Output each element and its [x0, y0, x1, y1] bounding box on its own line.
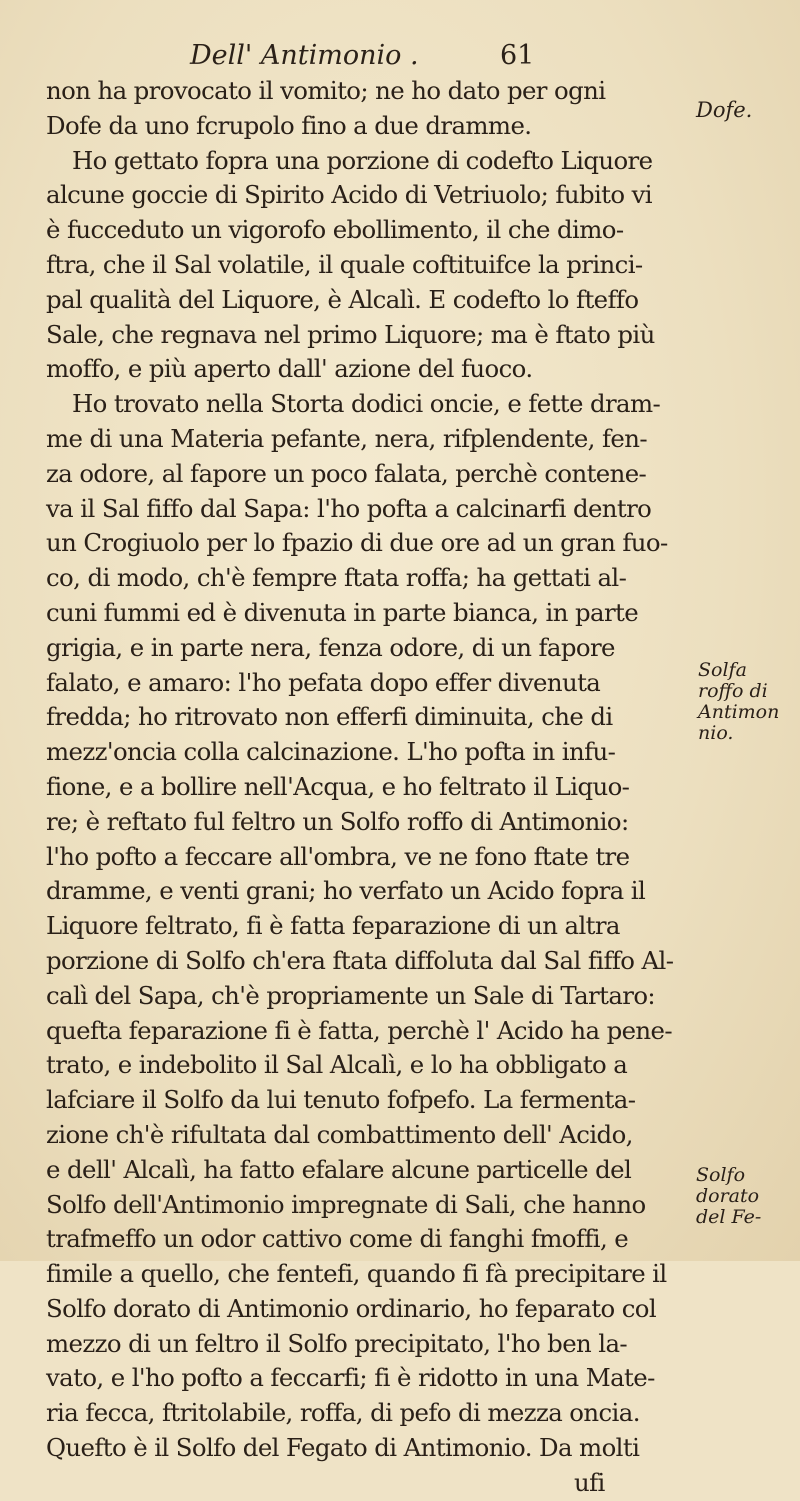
- margin-note-line: nio.: [698, 722, 734, 744]
- margin-note-line: del Fe-: [696, 1206, 762, 1228]
- text-line: zione ch'è rifultata dal combattimento dell' Acido,: [46, 1119, 633, 1149]
- text-line: mezz'oncia colla calcinazione. L'ho pofta in infu-: [46, 737, 616, 767]
- text-line: porzione di Solfo ch'era ftata diffoluta dal Sal fiffo Al-: [46, 945, 674, 975]
- margin-note-line: Antimon: [698, 701, 780, 723]
- text-line: co, di modo, ch'è fempre ftata roffa; ha gettati al-: [46, 563, 627, 593]
- text-line: va il Sal fiffo dal Sapa: l'ho pofta a calcinarfi dentro: [46, 493, 652, 523]
- margin-note-line: Dofe.: [696, 98, 753, 122]
- text-line: mezzo di un feltro il Solfo precipitato, l'ho ben la-: [46, 1328, 628, 1358]
- text-line: Ho trovato nella Storta dodici oncie, e fette dram-: [72, 389, 661, 419]
- running-title: Dell' Antimonio .: [190, 40, 419, 71]
- text-line: cuni fummi ed è divenuta in parte bianca, in parte: [46, 597, 639, 627]
- margin-note-line: dorato: [696, 1185, 760, 1207]
- text-line: trafmeffo un odor cattivo come di fanghi fmoffi, e: [46, 1224, 629, 1254]
- text-line: Solfo dell'Antimonio impregnate di Sali, che hanno: [46, 1189, 646, 1219]
- text-line: non ha provocato il vomito; ne ho dato per ogni: [46, 76, 606, 105]
- page-header: [190, 40, 690, 72]
- text-line: re; è reftato ful feltro un Solfo roffo di Antimonio:: [46, 806, 629, 836]
- text-line: e dell' Alcalì, ha fatto efalare alcune particelle del: [46, 1154, 632, 1184]
- text-line: vato, e l'ho pofto a feccarfi; fi è ridotto in una Mate-: [46, 1363, 655, 1393]
- text-line: falato, e amaro: l'ho pefata dopo effer divenuta: [46, 667, 601, 697]
- text-line: quefta feparazione fi è fatta, perchè l' Acido ha pene-: [46, 1015, 673, 1045]
- text-line: Sale, che regnava nel primo Liquore; ma è ftato più: [46, 319, 655, 349]
- text-line: ria fecca, ftritolabile, roffa, di pefo di mezza oncia.: [46, 1398, 640, 1428]
- text-line: trato, e indebolito il Sal Alcalì, e lo ha obbligato a: [46, 1050, 628, 1080]
- text-line: me di una Materia pefante, nera, rifplendente, fen-: [46, 423, 647, 453]
- text-line: calì del Sapa, ch'è propriamente un Sale di Tartaro:: [46, 980, 656, 1010]
- text-line: dramme, e venti grani; ho verfato un Acido fopra il: [46, 876, 646, 906]
- margin-note-solfo-dorato: [696, 1165, 761, 1228]
- text-line: za odore, al fapore un poco falata, perchè contene-: [46, 458, 647, 488]
- text-line: lafciare il Solfo da lui tenuto fofpefo. La fermenta-: [46, 1085, 636, 1115]
- text-line: grigia, e in parte nera, fenza odore, di un fapore: [46, 632, 615, 662]
- text-line: Dofe da uno fcrupolo fino a due dramme.: [46, 110, 532, 140]
- margin-note-line: roffo di: [698, 680, 768, 702]
- text-line: ufi: [574, 1467, 605, 1497]
- text-line: è fucceduto un vigorofo ebollimento, il che dimo-: [46, 215, 624, 245]
- text-line: Quefto è il Solfo del Fegato di Antimonio. Da molti: [46, 1433, 640, 1463]
- text-line: Ho gettato fopra una porzione di codefto Liquore: [72, 145, 653, 175]
- text-line: fredda; ho ritrovato non efferfi diminuita, che di: [46, 702, 613, 732]
- text-line: l'ho pofto a feccare all'ombra, ve ne fono ftate tre: [46, 841, 630, 871]
- margin-note-line: Solfa: [698, 659, 747, 681]
- text-line: alcune goccie di Spirito Acido di Vetriuolo; fubito vi: [46, 180, 652, 210]
- text-line: Solfo dorato di Antimonio ordinario, ho feparato col: [46, 1293, 657, 1323]
- text-line: ftra, che il Sal volatile, il quale coftituifce la princi-: [46, 249, 643, 279]
- page-number: 61: [500, 40, 535, 71]
- margin-note-line: Solfo: [696, 1164, 746, 1186]
- body-text: [46, 74, 674, 1501]
- text-line: moffo, e più aperto dall' azione del fuoco.: [46, 354, 533, 384]
- margin-note-solfo-rosso: [698, 660, 779, 744]
- text-line: pal qualità del Liquore, è Alcalì. E codefto lo fteffo: [46, 284, 639, 314]
- margin-note-dose: [696, 100, 752, 121]
- text-line: Liquore feltrato, fi è fatta feparazione di un altra: [46, 911, 620, 941]
- text-line: fione, e a bollire nell'Acqua, e ho feltrato il Liquo-: [46, 771, 630, 801]
- text-line: fimile a quello, che fentefi, quando fi fà precipitare il: [46, 1259, 667, 1289]
- text-line: un Crogiuolo per lo fpazio di due ore ad un gran fuo-: [46, 528, 668, 558]
